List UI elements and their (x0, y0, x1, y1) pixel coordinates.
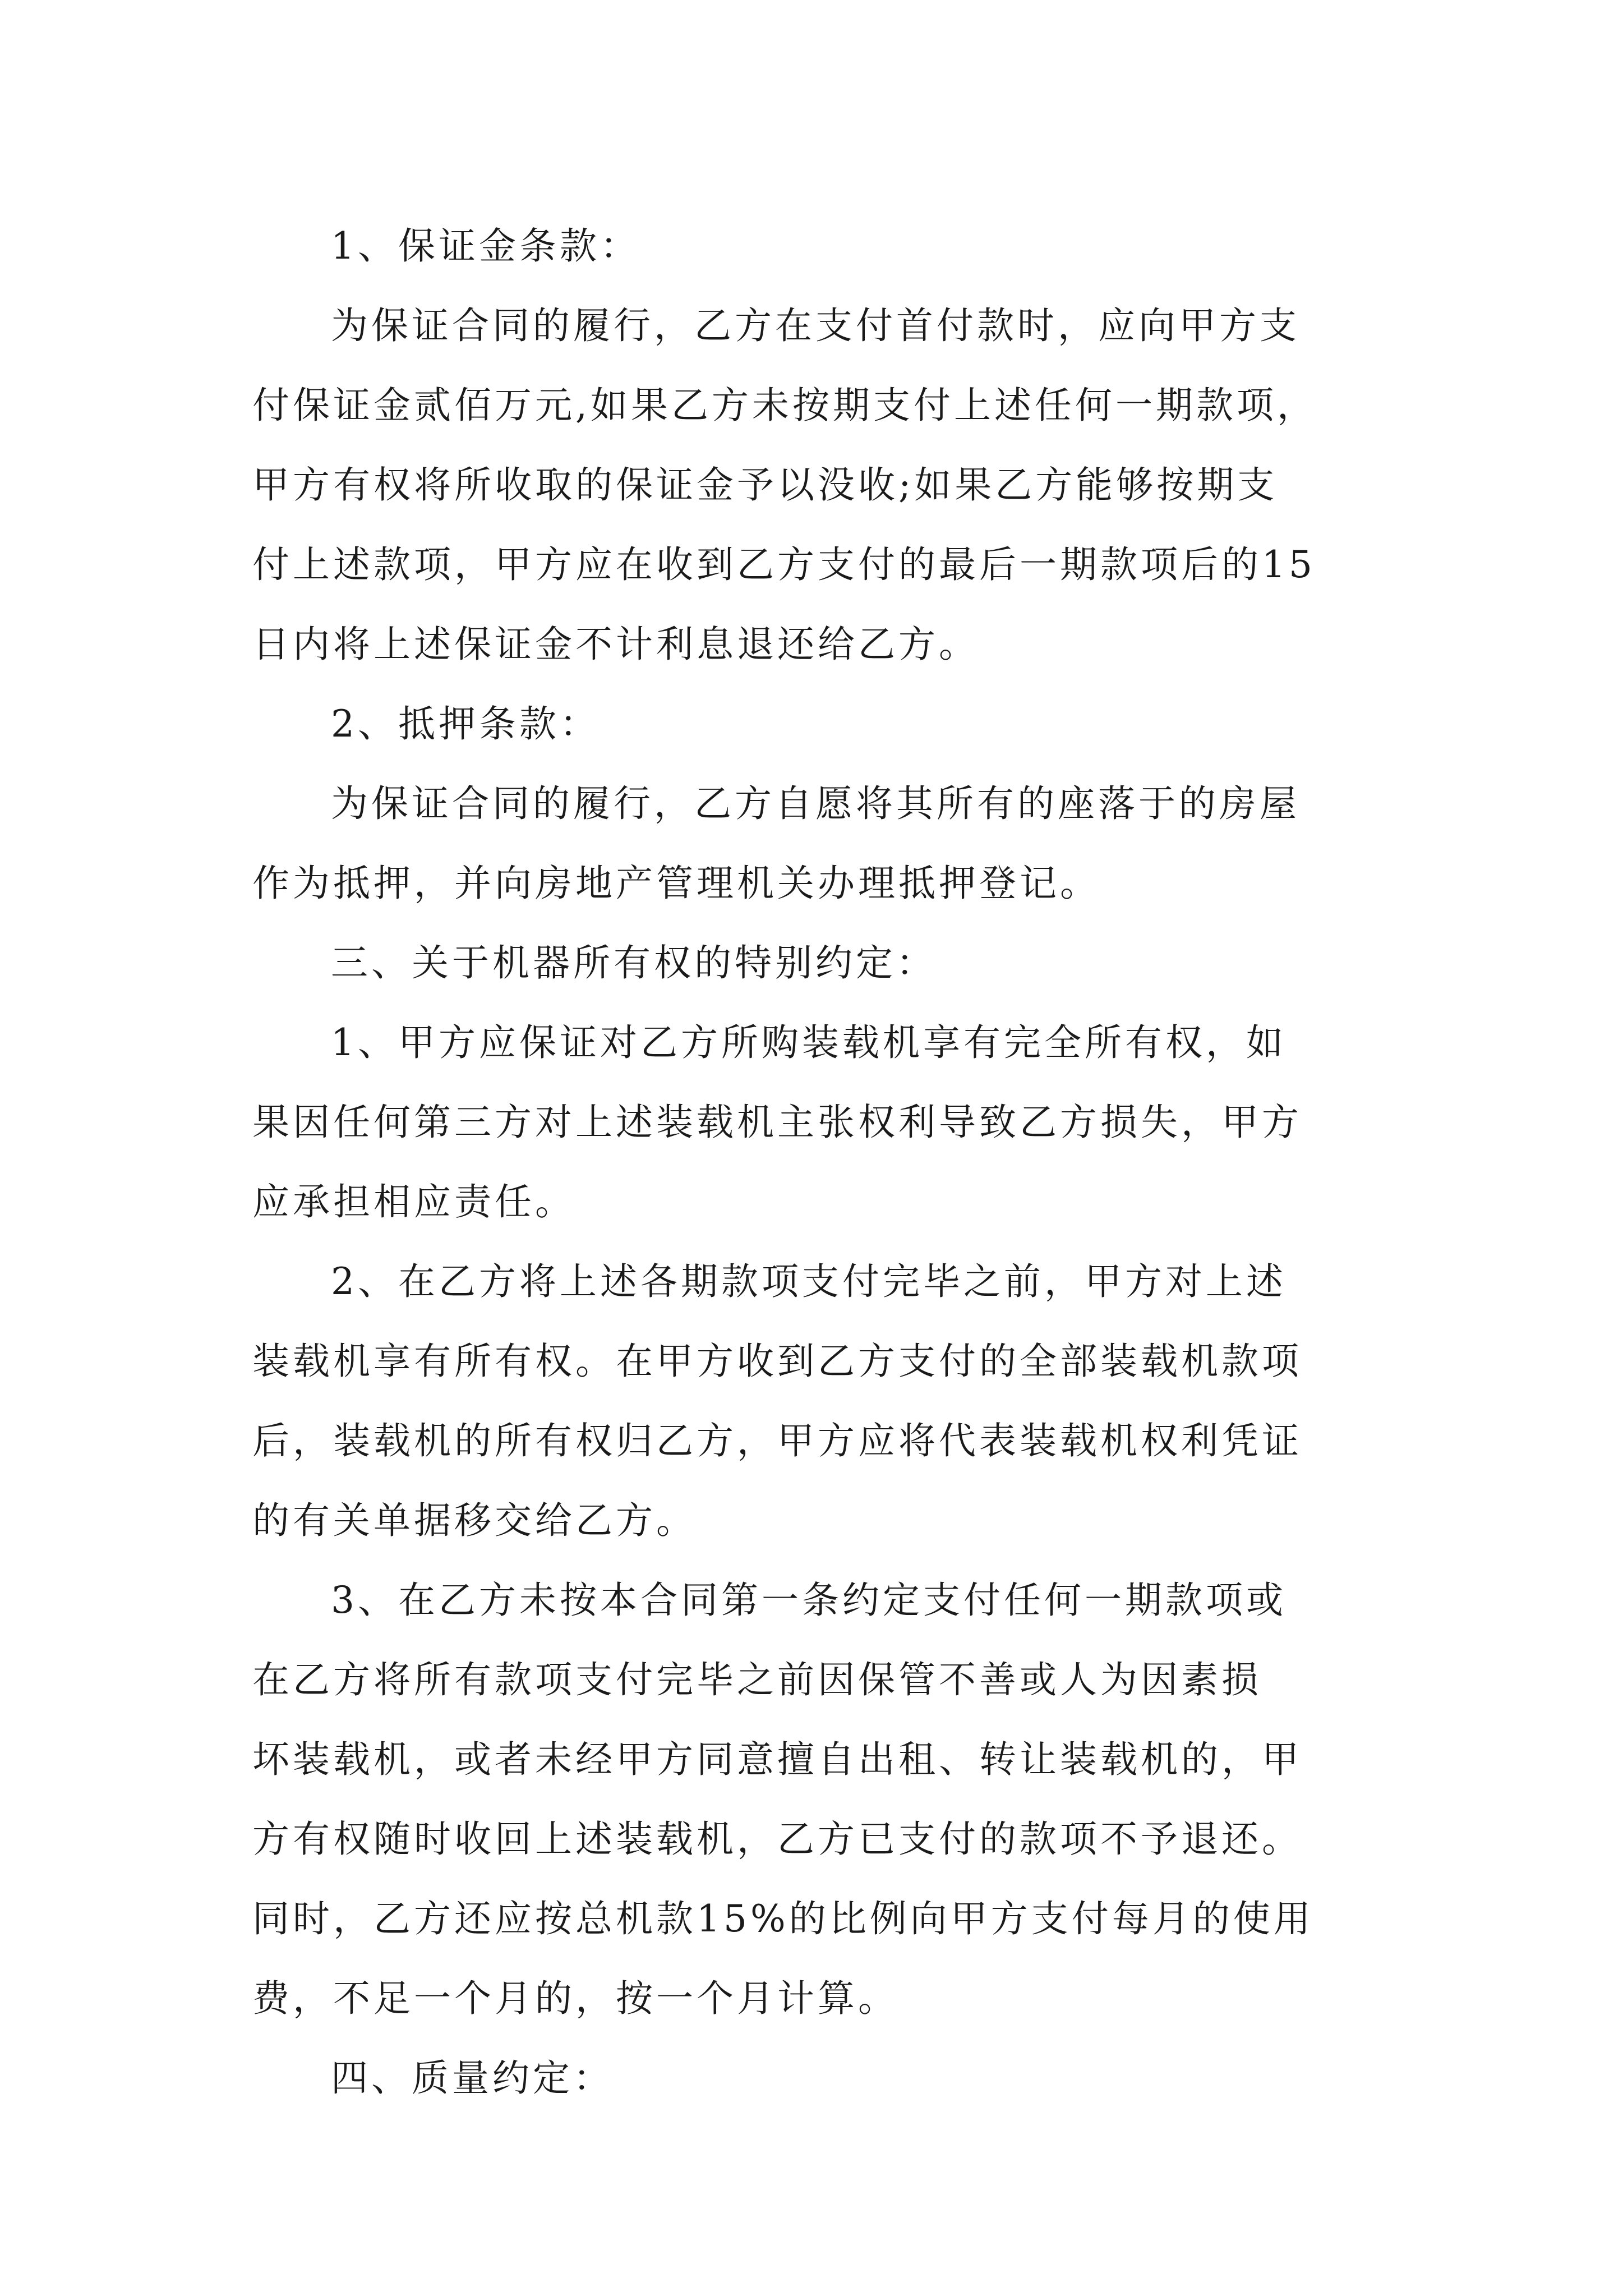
paragraph-line: 后，装载机的所有权归乙方，甲方应将代表装载机权利凭证 (252, 1419, 1302, 1462)
paragraph-line: 为保证合同的履行，乙方自愿将其所有的座落于的房屋 (331, 782, 1300, 825)
paragraph-line: 装载机享有所有权。在甲方收到乙方支付的全部装载机款项 (252, 1340, 1302, 1383)
paragraph-line: 3、在乙方未按本合同第一条约定支付任何一期款项或 (331, 1579, 1287, 1622)
clause-heading: 2、抵押条款： (331, 702, 600, 746)
paragraph-line: 甲方有权将所收取的保证金予以没收;如果乙方能够按期支 (252, 463, 1278, 507)
document-body (252, 206, 1436, 2118)
paragraph-line: 费，不足一个月的，按一个月计算。 (252, 1977, 898, 2020)
paragraph-line: 作为抵押，并向房地产管理机关办理抵押登记。 (252, 862, 1100, 905)
paragraph-line: 为保证合同的履行，乙方在支付首付款时，应向甲方支 (331, 304, 1300, 347)
paragraph-line: 坏装载机，或者未经甲方同意擅自出租、转让装载机的，甲 (252, 1738, 1302, 1781)
section-heading: 三、关于机器所有权的特别约定： (331, 941, 937, 984)
paragraph-line: 付上述款项，甲方应在收到乙方支付的最后一期款项后的15 (252, 543, 1316, 586)
paragraph-line: 果因任何第三方对上述装载机主张权利导致乙方损失，甲方 (252, 1101, 1302, 1144)
paragraph-line: 在乙方将所有款项支付完毕之前因保管不善或人为因素损 (252, 1658, 1262, 1701)
paragraph-line: 日内将上述保证金不计利息退还给乙方。 (252, 623, 979, 666)
paragraph-line: 应承担相应责任。 (252, 1180, 575, 1223)
clause-heading: 1、保证金条款： (331, 224, 640, 268)
paragraph-line: 同时，乙方还应按总机款15%的比例向甲方支付每月的使用 (252, 1897, 1314, 1940)
paragraph-line: 付保证金贰佰万元,如果乙方未按期支付上述任何一期款项， (252, 384, 1317, 427)
paragraph-line: 的有关单据移交给乙方。 (252, 1499, 697, 1542)
paragraph-line: 2、在乙方将上述各期款项支付完毕之前，甲方对上述 (331, 1260, 1287, 1303)
paragraph-line: 方有权随时收回上述装载机，乙方已支付的款项不予退还。 (252, 1818, 1302, 1861)
section-heading: 四、质量约定： (331, 2056, 614, 2100)
paragraph-line: 1、甲方应保证对乙方所购装载机享有完全所有权，如 (331, 1021, 1287, 1064)
